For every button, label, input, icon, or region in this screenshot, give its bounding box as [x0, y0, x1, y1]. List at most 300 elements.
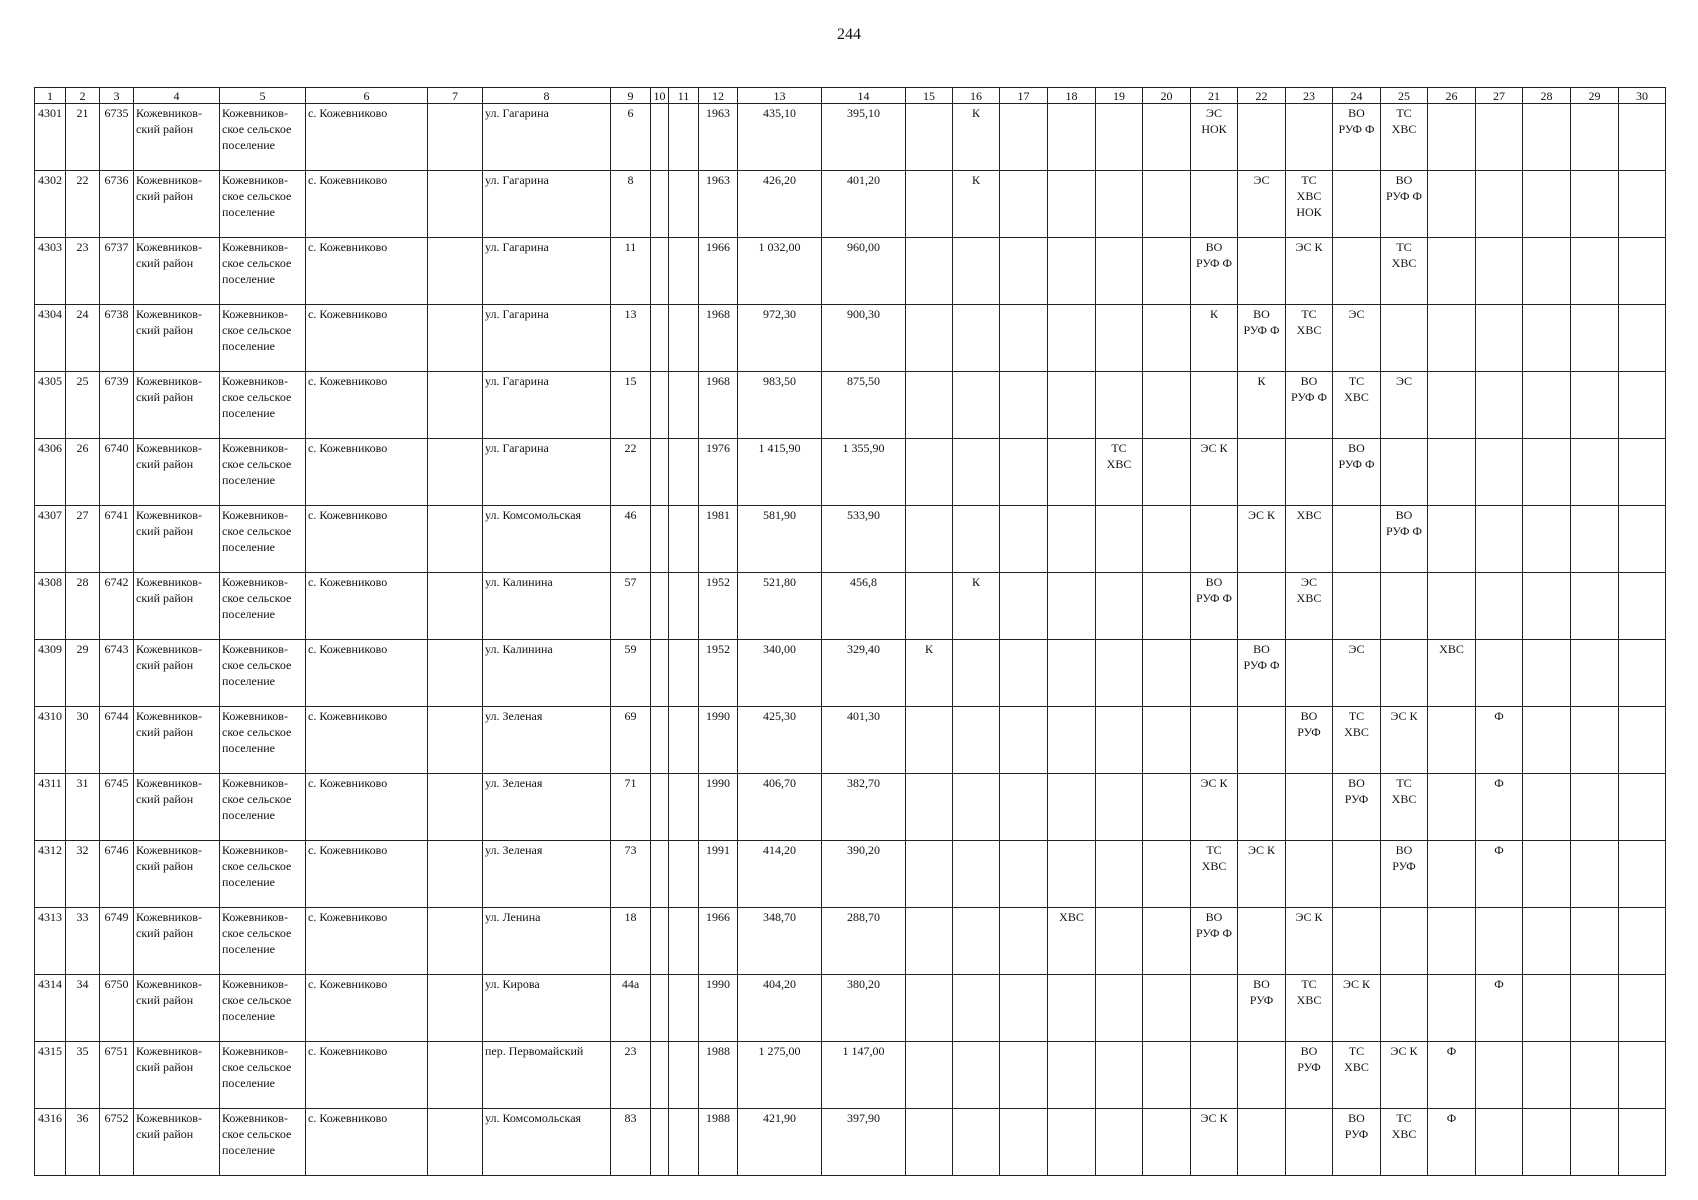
table-cell — [738, 975, 822, 1042]
table-cell — [220, 640, 306, 707]
cell-text: ТС ХВС — [1344, 374, 1369, 404]
table-cell — [306, 104, 428, 171]
table-cell — [1096, 774, 1143, 841]
cell-text: 29 — [76, 642, 89, 656]
table-cell — [1381, 1109, 1428, 1176]
table-cell — [1096, 372, 1143, 439]
cell-text: 8 — [627, 173, 634, 187]
cell-text: ВО РУФ Ф — [1338, 106, 1375, 136]
table-cell — [611, 305, 651, 372]
table-cell — [1333, 104, 1381, 171]
table-cell — [428, 439, 483, 506]
table-cell — [822, 171, 906, 238]
table-cell — [1286, 1042, 1333, 1109]
cell-text: 1 415,90 — [758, 441, 801, 455]
table-cell — [1143, 439, 1191, 506]
table-cell — [483, 774, 611, 841]
table-cell — [1143, 908, 1191, 975]
cell-text: 348,70 — [763, 910, 796, 924]
table-cell — [1000, 908, 1048, 975]
cell-text: Кожевников- ский район — [136, 977, 202, 1007]
cell-text: ул. Калинина — [485, 575, 553, 589]
table-cell — [1143, 975, 1191, 1042]
table-cell — [1619, 1042, 1666, 1109]
cell-text: 1968 — [706, 307, 730, 321]
table-cell — [1096, 573, 1143, 640]
table-cell — [699, 372, 738, 439]
table-cell — [822, 104, 906, 171]
table-cell — [100, 707, 134, 774]
column-header: 20 — [1143, 88, 1191, 104]
table-cell — [738, 1109, 822, 1176]
table-cell — [906, 573, 953, 640]
table-cell — [100, 439, 134, 506]
table-cell — [1286, 573, 1333, 640]
table-cell — [1191, 774, 1238, 841]
table-row — [35, 171, 1666, 238]
table-cell — [1428, 439, 1476, 506]
table-cell — [1619, 908, 1666, 975]
table-cell — [699, 439, 738, 506]
table-cell — [699, 640, 738, 707]
cell-text: ул. Зеленая — [485, 709, 543, 723]
cell-text: Кожевников- ский район — [136, 374, 202, 404]
table-cell — [738, 104, 822, 171]
cell-text: с. Кожевниково — [308, 508, 388, 522]
cell-text: 4314 — [38, 977, 62, 991]
table-cell — [1333, 305, 1381, 372]
table-cell — [738, 573, 822, 640]
table-cell — [1381, 1042, 1428, 1109]
cell-text: 36 — [76, 1111, 89, 1125]
table-cell — [1000, 506, 1048, 573]
table-cell — [1096, 1042, 1143, 1109]
table-cell — [651, 305, 669, 372]
table-cell — [1523, 573, 1571, 640]
table-cell — [1523, 908, 1571, 975]
cell-text: ВО РУФ Ф — [1386, 508, 1422, 538]
table-cell — [953, 640, 1000, 707]
table-cell — [1191, 1109, 1238, 1176]
cell-text: с. Кожевниково — [308, 843, 388, 857]
table-cell — [1000, 238, 1048, 305]
table-cell — [906, 104, 953, 171]
table-cell — [1286, 305, 1333, 372]
table-cell — [953, 975, 1000, 1042]
cell-text: ЭС К — [1200, 776, 1228, 790]
cell-text: с. Кожевниково — [308, 441, 388, 455]
table-cell — [1191, 171, 1238, 238]
cell-text: 28 — [76, 575, 89, 589]
cell-text: ХВС — [1059, 910, 1084, 924]
cell-text: Кожевников- ский район — [136, 642, 202, 672]
table-cell — [1238, 372, 1286, 439]
table-cell — [1238, 774, 1286, 841]
table-cell — [669, 104, 699, 171]
cell-text: Ф — [1494, 843, 1504, 857]
table-cell — [611, 439, 651, 506]
cell-text: ТС ХВС — [1391, 106, 1417, 136]
cell-text: 21 — [76, 106, 89, 120]
table-cell — [699, 841, 738, 908]
table-cell — [1428, 171, 1476, 238]
table-cell — [906, 908, 953, 975]
table-cell — [428, 506, 483, 573]
cell-text: 6752 — [104, 1111, 129, 1125]
cell-text: Ф — [1494, 977, 1504, 991]
table-cell — [1523, 372, 1571, 439]
table-cell — [1048, 573, 1096, 640]
table-cell — [1286, 1109, 1333, 1176]
cell-text: ВО РУФ — [1297, 709, 1321, 739]
cell-text: 425,30 — [763, 709, 796, 723]
table-cell — [1571, 975, 1619, 1042]
table-row — [35, 975, 1666, 1042]
table-cell — [699, 573, 738, 640]
cell-text: Кожевников- ское сельское поселение — [222, 1111, 292, 1157]
table-cell — [906, 841, 953, 908]
table-cell — [1286, 104, 1333, 171]
cell-text: 340,00 — [763, 642, 796, 656]
table-cell — [953, 774, 1000, 841]
cell-text: 390,20 — [847, 843, 880, 857]
table-cell — [1381, 975, 1428, 1042]
cell-text: ул. Зеленая — [485, 776, 543, 790]
column-header: 21 — [1191, 88, 1238, 104]
table-cell — [220, 238, 306, 305]
cell-text: Кожевников- ский район — [136, 240, 202, 270]
table-cell — [1238, 506, 1286, 573]
table-cell — [428, 774, 483, 841]
table-cell — [66, 171, 100, 238]
cell-text: Ф — [1446, 1044, 1457, 1058]
cell-text: Кожевников- ский район — [136, 709, 202, 739]
table-cell — [306, 640, 428, 707]
table-cell — [611, 506, 651, 573]
table-cell — [1048, 1109, 1096, 1176]
table-cell — [738, 372, 822, 439]
table-cell — [953, 372, 1000, 439]
table-cell — [100, 975, 134, 1042]
table-cell — [1286, 238, 1333, 305]
column-header: 4 — [134, 88, 220, 104]
table-cell — [1238, 439, 1286, 506]
table-cell — [35, 1109, 66, 1176]
table-cell — [35, 908, 66, 975]
table-cell — [1476, 104, 1523, 171]
cell-text: ул. Гагарина — [485, 441, 549, 455]
table-cell — [1476, 573, 1523, 640]
table-cell — [66, 439, 100, 506]
cell-text: ЭС К — [1343, 977, 1370, 991]
table-cell — [1286, 439, 1333, 506]
table-cell — [66, 908, 100, 975]
cell-text: ВО РУФ Ф — [1243, 642, 1280, 672]
table-cell — [1523, 640, 1571, 707]
table-cell — [134, 841, 220, 908]
cell-text: 73 — [624, 843, 637, 857]
table-cell — [100, 640, 134, 707]
cell-text: Кожевников- ский район — [136, 508, 202, 538]
cell-text: 24 — [76, 307, 89, 321]
table-cell — [1333, 171, 1381, 238]
table-row — [35, 640, 1666, 707]
table-cell — [428, 238, 483, 305]
table-cell — [1191, 841, 1238, 908]
table-cell — [1619, 640, 1666, 707]
table-cell — [1143, 104, 1191, 171]
table-cell — [651, 506, 669, 573]
table-cell — [1571, 238, 1619, 305]
table-cell — [669, 305, 699, 372]
cell-text: ТС ХВС — [1344, 1044, 1369, 1074]
cell-text: 4310 — [38, 709, 62, 723]
table-cell — [1096, 975, 1143, 1042]
table-cell — [1000, 573, 1048, 640]
table-row — [35, 372, 1666, 439]
table-cell — [100, 104, 134, 171]
table-cell — [1238, 171, 1286, 238]
cell-text: ТС ХВС — [1391, 240, 1417, 270]
table-cell — [738, 707, 822, 774]
table-cell — [611, 975, 651, 1042]
column-header: 8 — [483, 88, 611, 104]
table-cell — [611, 238, 651, 305]
cell-text: Кожевников- ский район — [136, 776, 202, 806]
table-cell — [1096, 104, 1143, 171]
table-cell — [1476, 975, 1523, 1042]
table-cell — [428, 372, 483, 439]
table-cell — [669, 975, 699, 1042]
cell-text: Кожевников- ское сельское поселение — [222, 307, 292, 353]
table-cell — [1428, 640, 1476, 707]
table-cell — [1000, 439, 1048, 506]
table-cell — [220, 1109, 306, 1176]
table-cell — [1238, 908, 1286, 975]
cell-text: ул. Комсомольская — [485, 508, 582, 522]
table-cell — [738, 774, 822, 841]
table-cell — [1619, 975, 1666, 1042]
table-cell — [953, 841, 1000, 908]
table-cell — [1381, 908, 1428, 975]
cell-text: 4305 — [38, 374, 62, 388]
table-cell — [220, 305, 306, 372]
table-cell — [738, 506, 822, 573]
table-cell — [906, 171, 953, 238]
cell-text: 1991 — [706, 843, 730, 857]
cell-text: Ф — [1446, 1111, 1457, 1125]
table-cell — [1571, 305, 1619, 372]
cell-text: 4309 — [38, 642, 62, 656]
table-cell — [483, 372, 611, 439]
cell-text: 27 — [76, 508, 89, 522]
table-cell — [100, 774, 134, 841]
table-cell — [1048, 104, 1096, 171]
table-cell — [1238, 305, 1286, 372]
table-cell — [651, 104, 669, 171]
table-cell — [483, 104, 611, 171]
table-cell — [651, 707, 669, 774]
cell-text: 1 147,00 — [842, 1044, 885, 1058]
table-cell — [906, 238, 953, 305]
cell-text: ЭС К — [1390, 709, 1418, 723]
cell-text: Кожевников- ское сельское поселение — [222, 642, 292, 688]
table-cell — [1143, 707, 1191, 774]
table-cell — [35, 372, 66, 439]
table-cell — [134, 506, 220, 573]
cell-text: Кожевников- ское сельское поселение — [222, 374, 292, 420]
table-cell — [1381, 841, 1428, 908]
table-cell — [1333, 506, 1381, 573]
cell-text: Кожевников- ское сельское поселение — [222, 173, 292, 219]
column-header: 23 — [1286, 88, 1333, 104]
cell-text: 382,70 — [847, 776, 880, 790]
table-cell — [906, 1042, 953, 1109]
column-header: 2 — [66, 88, 100, 104]
table-cell — [1619, 573, 1666, 640]
cell-text: 1 275,00 — [758, 1044, 801, 1058]
table-cell — [822, 1042, 906, 1109]
table-cell — [738, 238, 822, 305]
cell-text: 57 — [624, 575, 637, 589]
table-cell — [306, 908, 428, 975]
cell-text: 1990 — [706, 977, 730, 991]
table-cell — [1286, 908, 1333, 975]
table-cell — [1381, 439, 1428, 506]
column-header: 17 — [1000, 88, 1048, 104]
table-cell — [906, 774, 953, 841]
table-cell — [1191, 238, 1238, 305]
table-cell — [1096, 171, 1143, 238]
column-header: 29 — [1571, 88, 1619, 104]
cell-text: ТС ХВС — [1344, 709, 1369, 739]
table-cell — [1619, 707, 1666, 774]
table-cell — [1096, 238, 1143, 305]
cell-text: 1981 — [706, 508, 730, 522]
cell-text: ул. Гагарина — [485, 374, 549, 388]
cell-text: 22 — [76, 173, 89, 187]
cell-text: с. Кожевниково — [308, 240, 388, 254]
column-header: 26 — [1428, 88, 1476, 104]
cell-text: ХВС — [1439, 642, 1464, 656]
table-cell — [1571, 573, 1619, 640]
table-cell — [428, 975, 483, 1042]
table-cell — [1048, 1042, 1096, 1109]
table-cell — [1333, 1042, 1381, 1109]
cell-text: ЭС К — [1295, 240, 1323, 254]
cell-text: ул. Комсомольская — [485, 1111, 582, 1125]
cell-text: ВО РУФ Ф — [1338, 441, 1375, 471]
table-cell — [651, 975, 669, 1042]
table-cell — [66, 372, 100, 439]
table-cell — [1143, 1042, 1191, 1109]
cell-text: 401,30 — [847, 709, 880, 723]
table-cell — [611, 1042, 651, 1109]
registry-table — [34, 87, 1666, 1176]
table-cell — [953, 305, 1000, 372]
table-cell — [1000, 841, 1048, 908]
table-cell — [1096, 707, 1143, 774]
cell-text: Кожевников- ское сельское поселение — [222, 843, 292, 889]
table-cell — [66, 640, 100, 707]
cell-text: с. Кожевниково — [308, 106, 388, 120]
table-cell — [428, 104, 483, 171]
table-cell — [651, 1109, 669, 1176]
cell-text: ул. Гагарина — [485, 240, 549, 254]
column-header: 7 — [428, 88, 483, 104]
cell-text: Кожевников- ский район — [136, 910, 202, 940]
cell-text: К — [971, 173, 980, 187]
table-row — [35, 1042, 1666, 1109]
table-cell — [1238, 238, 1286, 305]
cell-text: Кожевников- ский район — [136, 575, 202, 605]
cell-text: К — [1257, 374, 1266, 388]
table-cell — [1000, 372, 1048, 439]
column-header: 6 — [306, 88, 428, 104]
table-cell — [1000, 640, 1048, 707]
cell-text: 533,90 — [847, 508, 880, 522]
table-cell — [428, 573, 483, 640]
table-cell — [1571, 506, 1619, 573]
table-cell — [669, 372, 699, 439]
table-cell — [1238, 104, 1286, 171]
table-cell — [134, 774, 220, 841]
cell-text: 288,70 — [847, 910, 880, 924]
cell-text: ул. Кирова — [485, 977, 540, 991]
column-header: 13 — [738, 88, 822, 104]
table-cell — [66, 707, 100, 774]
cell-text: ВО РУФ Ф — [1291, 374, 1327, 404]
cell-text: 22 — [624, 441, 637, 455]
table-cell — [1619, 104, 1666, 171]
table-cell — [669, 506, 699, 573]
table-cell — [66, 305, 100, 372]
cell-text: ЭС К — [1390, 1044, 1418, 1058]
table-cell — [1523, 774, 1571, 841]
table-cell — [1476, 171, 1523, 238]
table-cell — [306, 1042, 428, 1109]
table-body — [35, 104, 1666, 1176]
cell-text: ЭС НОК — [1201, 106, 1227, 136]
table-row — [35, 305, 1666, 372]
table-cell — [822, 707, 906, 774]
table-cell — [953, 506, 1000, 573]
table-cell — [100, 372, 134, 439]
table-cell — [66, 573, 100, 640]
column-header: 10 — [651, 88, 669, 104]
table-cell — [1523, 171, 1571, 238]
table-cell — [483, 1109, 611, 1176]
table-cell — [1333, 1109, 1381, 1176]
table-cell — [822, 640, 906, 707]
cell-text: ВО РУФ Ф — [1196, 910, 1232, 940]
table-cell — [428, 841, 483, 908]
table-cell — [1619, 171, 1666, 238]
table-cell — [953, 707, 1000, 774]
cell-text: 4304 — [38, 307, 62, 321]
table-cell — [483, 305, 611, 372]
table-cell — [1191, 104, 1238, 171]
cell-text: 1968 — [706, 374, 730, 388]
table-cell — [134, 707, 220, 774]
cell-text: 6751 — [104, 1044, 129, 1058]
table-cell — [100, 305, 134, 372]
table-cell — [1143, 506, 1191, 573]
table-cell — [1619, 305, 1666, 372]
table-cell — [428, 1042, 483, 1109]
table-cell — [306, 506, 428, 573]
cell-text: ТС ХВС — [1106, 441, 1132, 471]
